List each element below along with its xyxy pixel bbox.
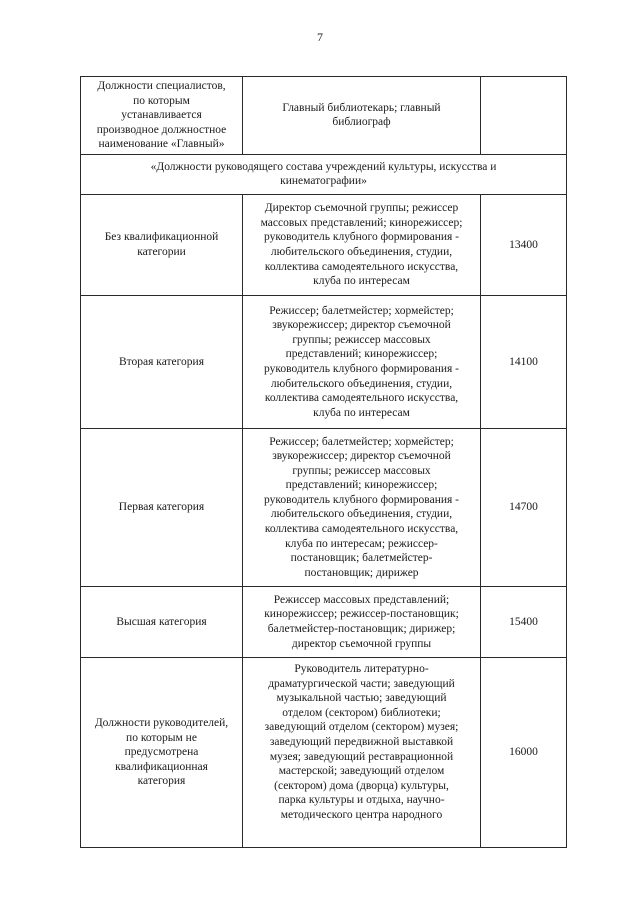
positions-cell: Главный библиотекарь; главный библиограф bbox=[243, 77, 481, 155]
positions-cell: Режиссер; балетмейстер; хормейстер; звукорежиссер; директор съемочной группы; режиссер массовых представлений; кинорежиссер; руководитель клубного формирования - любительского объединения, студии, коллектива самодеятельного искусства, клуба по интересам bbox=[243, 295, 481, 428]
category-cell: Должности руководителей, по которым не предусмотрена квалификационная категория bbox=[81, 657, 243, 847]
positions-cell: Режиссер массовых представлений; кинорежиссер; режиссер-постановщик; балетмейстер-постановщик; дирижер; директор съемочной группы bbox=[243, 586, 481, 657]
table-row bbox=[81, 194, 567, 295]
category-cell: Высшая категория bbox=[81, 586, 243, 657]
salary-cell: 13400 bbox=[481, 194, 567, 295]
positions-cell: Руководитель литературно- драматургической части; заведующий музыкальной частью; заведующий отделом (сектором) библиотеки; заведующий отделом (сектором) музея; заведующий передвижной выставкой музея; заведующий реставрационной мастерской; заведующий отделом (сектором) дома (дворца) культуры, парка культуры и отдыха, научно- методического центра народного bbox=[243, 657, 481, 847]
table-row bbox=[81, 77, 567, 155]
table-row bbox=[81, 586, 567, 657]
table-row bbox=[81, 428, 567, 586]
salary-cell: 16000 bbox=[481, 657, 567, 847]
salary-cell: 14100 bbox=[481, 295, 567, 428]
page-number: 7 bbox=[317, 30, 323, 44]
table-row bbox=[81, 657, 567, 847]
category-cell: Должности специалистов, по которым устанавливается производное должностное наименование «Главный» bbox=[81, 77, 243, 155]
section-title: «Должности руководящего состава учреждений культуры, искусства и кинематографии» bbox=[81, 154, 567, 194]
positions-cell: Режиссер; балетмейстер; хормейстер; звукорежиссер; директор съемочной группы; режиссер массовых представлений; кинорежиссер; руководитель клубного формирования - любительского объединения, студии, коллектива самодеятельного искусства, клуба по интересам; режиссер- постановщик; балетмейстер- постановщик; дирижер bbox=[243, 428, 481, 586]
section-title-row bbox=[81, 154, 567, 194]
category-cell: Без квалификационной категории bbox=[81, 194, 243, 295]
category-cell: Первая категория bbox=[81, 428, 243, 586]
table-row bbox=[81, 295, 567, 428]
category-cell: Вторая категория bbox=[81, 295, 243, 428]
positions-cell: Директор съемочной группы; режиссер массовых представлений; кинорежиссер; руководитель клубного формирования - любительского объединения, студии, коллектива самодеятельного искусства, клуба по интересам bbox=[243, 194, 481, 295]
salary-cell bbox=[481, 77, 567, 155]
salary-cell: 15400 bbox=[481, 586, 567, 657]
salary-table bbox=[80, 76, 567, 848]
salary-cell: 14700 bbox=[481, 428, 567, 586]
